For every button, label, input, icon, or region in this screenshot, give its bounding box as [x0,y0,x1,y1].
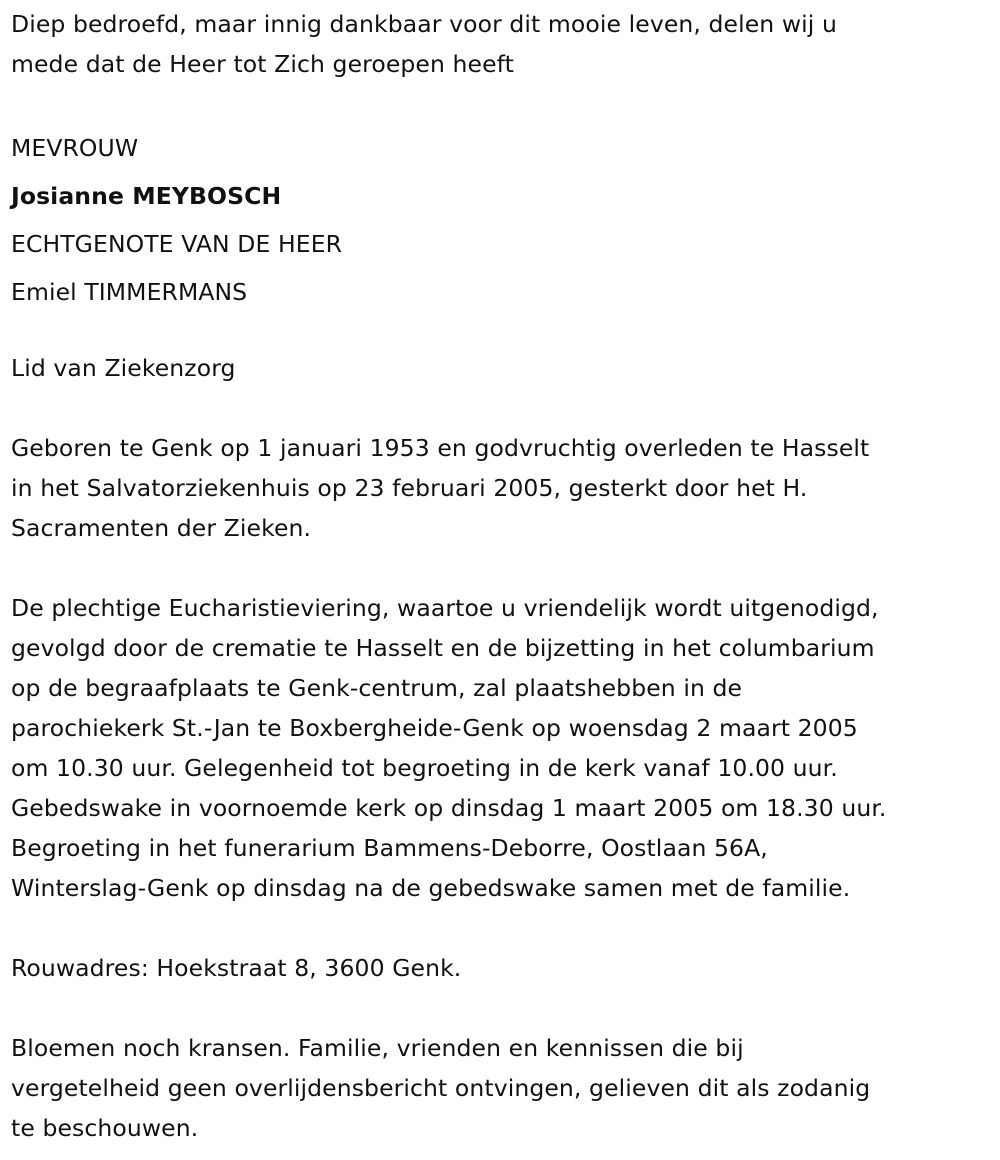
closing-line: te beschouwen. [11,1114,199,1142]
ceremony-line: Begroeting in het funerarium Bammens-Deborre, Oostlaan 56A, [11,834,768,862]
ceremony-line: om 10.30 uur. Gelegenheid tot begroeting in de kerk vanaf 10.00 uur. [11,754,838,782]
birth-death-line: in het Salvatorziekenhuis op 23 februari 2005, gesterkt door het H. [11,474,808,502]
spouse-name: Emiel TIMMERMANS [11,278,248,306]
birth-death-line: Sacramenten der Zieken. [11,514,312,542]
relation-line: ECHTGENOTE VAN DE HEER [11,230,343,258]
deceased-name: Josianne MEYBOSCH [11,182,282,210]
birth-death-line: Geboren te Genk op 1 januari 1953 en godvruchtig overleden te Hasselt [11,434,870,462]
birth-death-paragraph [11,428,996,548]
closing-paragraph [11,1028,996,1148]
membership-line: Lid van Ziekenzorg [11,354,236,382]
closing-line: Bloemen noch kransen. Familie, vrienden en kennissen die bij [11,1034,744,1062]
intro-line: Diep bedroefd, maar innig dankbaar voor dit mooie leven, delen wij u [11,10,837,38]
death-notice [11,4,996,1148]
ceremony-line: Winterslag-Genk op dinsdag na de gebedswake samen met de familie. [11,874,851,902]
ceremony-line: Gebedswake in voornoemde kerk op dinsdag 1 maart 2005 om 18.30 uur. [11,794,887,822]
address-line: Rouwadres: Hoekstraat 8, 3600 Genk. [11,954,462,982]
ceremony-line: gevolgd door de crematie te Hasselt en de bijzetting in het columbarium [11,634,875,662]
ceremony-line: op de begraafplaats te Genk-centrum, zal plaatshebben in de [11,674,743,702]
salutation: MEVROUW [11,134,139,162]
ceremony-line: De plechtige Eucharistieviering, waartoe u vriendelijk wordt uitgenodigd, [11,594,879,622]
intro-paragraph [11,4,996,84]
deceased-block [11,124,996,316]
intro-line: mede dat de Heer tot Zich geroepen heeft [11,50,514,78]
closing-line: vergetelheid geen overlijdensbericht ontvingen, gelieven dit als zodanig [11,1074,871,1102]
ceremony-paragraph [11,588,996,908]
ceremony-line: parochiekerk St.-Jan te Boxbergheide-Genk op woensdag 2 maart 2005 [11,714,858,742]
